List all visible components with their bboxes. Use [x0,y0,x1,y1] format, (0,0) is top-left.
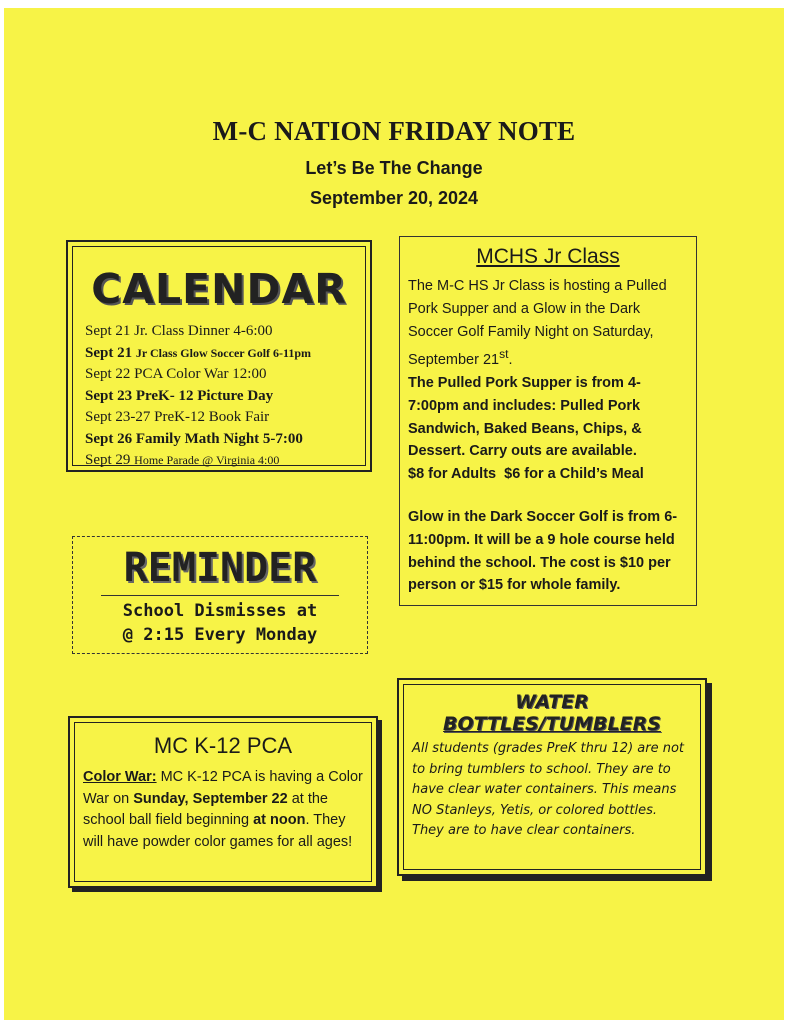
reminder-box [72,536,368,654]
pca-date: Sunday, September 22 [133,790,288,807]
calendar-box [66,240,372,472]
reminder-line: School Dismisses at [122,601,318,621]
ordinal-suffix: st [499,347,509,362]
pca-text: at the school ball field beginning [83,790,328,828]
pca-inner-border [74,722,372,882]
spacer [408,486,688,506]
water-subtitle: BOTTLES/TUMBLERS [443,713,661,735]
calendar-title: CALENDAR [91,265,347,313]
pca-title: MC K-12 PCA [153,733,293,758]
calendar-item-date: Sept 26 [85,430,133,447]
water-box [397,678,707,876]
page-subtitle: Let’s Be The Change [305,158,483,178]
calendar-item-date: Sept 29 [85,452,131,468]
flyer-page [4,8,784,1020]
pca-time: at noon [253,812,306,828]
calendar-item-date: Sept 23-27 [85,409,151,425]
calendar-list [85,321,311,472]
calendar-item-date: Sept 21 [85,323,131,339]
jr-class-title: MCHS Jr Class [476,245,620,268]
page-date: September 20, 2024 [309,188,479,208]
calendar-item [85,364,311,386]
reminder-title: REMINDER [123,545,317,591]
calendar-inner-border [72,246,366,466]
jr-class-box [399,236,697,606]
calendar-item [85,343,311,365]
pca-label: Color War: [83,769,157,785]
water-body: All students (grades PreK thru 12) are not to bring tumblers to school. They are to have clear water containers. This means NO Stanleys, Yetis, or colored bottles. They are to have clear containers. [412,741,685,838]
calendar-item [85,450,311,472]
calendar-item [85,429,311,451]
pca-text: . They will have powder color games for all ages! [83,812,353,850]
page-title: M-C NATION FRIDAY NOTE [212,116,576,146]
calendar-item [85,321,311,343]
reminder-divider [101,595,339,596]
calendar-item-date: Sept 21 [85,344,133,361]
calendar-item-text: Family Math Night 5-7:00 [135,430,303,447]
calendar-item-text: PreK- 12 Picture Day [135,387,274,404]
calendar-item-text: Jr. Class Dinner 4-6:00 [134,323,273,339]
calendar-item-date: Sept 22 [85,366,131,382]
jr-class-intro [408,275,688,372]
pca-text: MC K-12 PCA is having a Color War on [83,769,363,807]
calendar-item-text: PreK-12 Book Fair [154,409,270,425]
water-inner-border [403,684,701,870]
calendar-item-text: PCA Color War 12:00 [134,366,267,382]
jr-class-intro-text: The M-C HS Jr Class is hosting a Pulled Pork Supper and a Glow in the Dark Soccer Golf Family Night on Saturday, September 21 [408,278,667,369]
calendar-item-date: Sept 23 [85,387,133,404]
jr-class-supper: The Pulled Pork Supper is from 4-7:00pm and includes: Pulled Pork Sandwich, Baked Beans, Chips, & Dessert. Carry outs are available. [408,375,642,460]
jr-class-golf: Glow in the Dark Soccer Golf is from 6-11:00pm. It will be a 9 hole course held behind the school. The cost is $10 per person or $15 for whole family. [408,509,678,594]
calendar-item [85,407,311,429]
pca-box [68,716,378,888]
water-title: WATER [515,691,589,713]
pca-body [83,767,363,853]
reminder-line: @ 2:15 Every Monday [122,625,318,645]
calendar-item-text: Home Parade @ Virginia 4:00 [134,453,280,467]
calendar-item-text: Jr Class Glow Soccer Golf 6-11pm [135,345,312,360]
jr-class-intro-end: . [508,352,513,369]
calendar-item [85,386,311,408]
jr-class-prices: $8 for Adults $6 for a Child’s Meal [408,466,644,483]
